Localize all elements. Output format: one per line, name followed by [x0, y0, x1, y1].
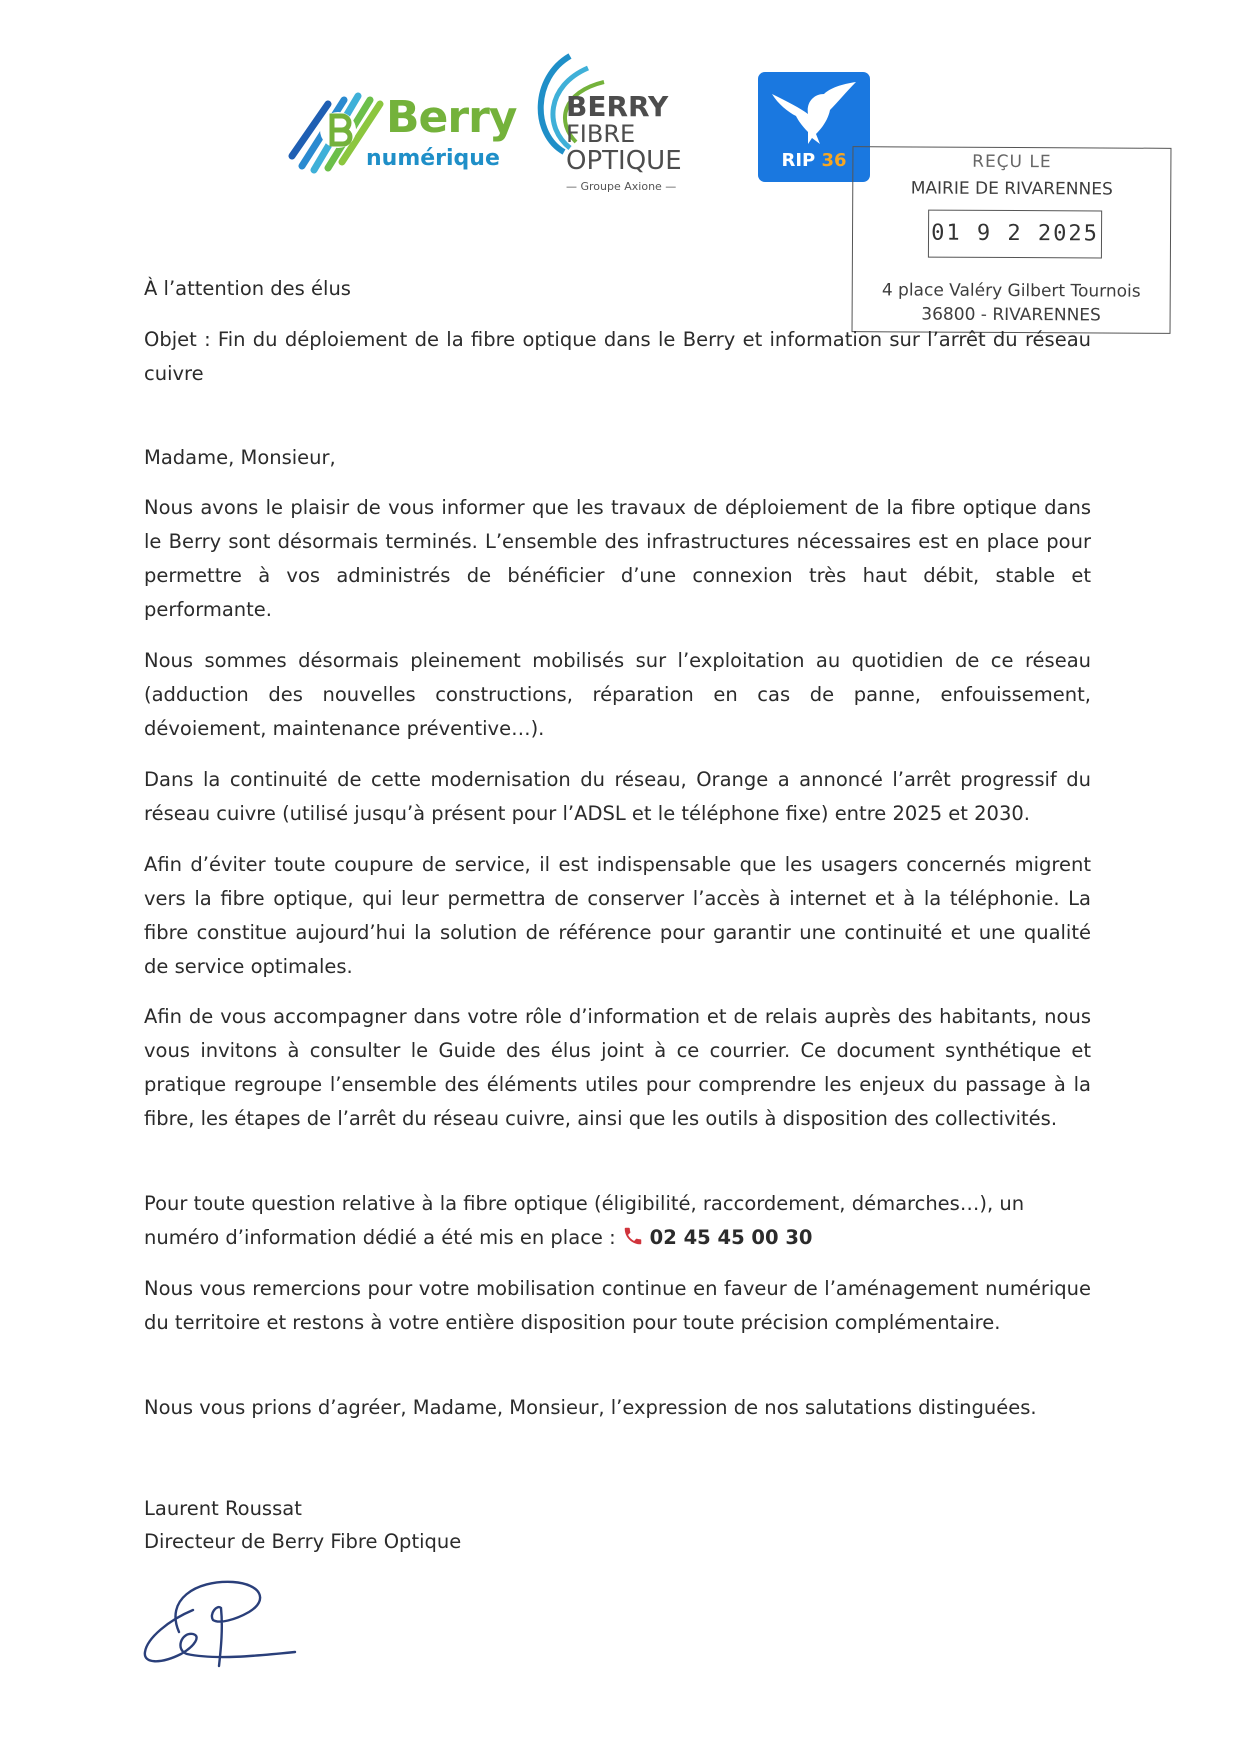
paragraph-5: Afin de vous accompagner dans votre rôle d’information et de relais auprès des habitants, nous vous invitons à consulter le Guide des élus joint à ce courrier. Ce document synthétique et pratique regroupe l’ensemble des éléments utiles pour comprendre les enjeux du passage à la fibre, les étapes de l’arrêt du réseau cuivre, ainsi que les outils à disposition des collectivités.: [144, 1005, 1091, 1130]
berry-numerique-word2: numérique: [366, 146, 500, 171]
rip36-prefix: RIP: [781, 150, 816, 171]
closing-paragraph-1: Nous vous remercions pour votre mobilisation continue en faveur de l’aménagement numérique du territoire et restons à votre entière disposition pour toute précision complémentaire.: [144, 1277, 1091, 1334]
stamp-received-label: REÇU LE: [972, 151, 1052, 173]
rip36-number: 36: [821, 150, 847, 171]
dove-icon: [758, 72, 870, 150]
signer-name: Laurent Roussat: [144, 1497, 302, 1520]
stamp-address2: 36800 - RIVARENNES: [921, 304, 1101, 326]
berry-fibre-optique-logo: [530, 52, 690, 194]
stamp-mairie: MAIRIE DE RIVARENNES: [910, 178, 1113, 200]
phone-icon: [622, 1225, 644, 1247]
paragraph-2: Nous sommes désormais pleinement mobilisés sur l’exploitation au quotidien de ce réseau (adduction des nouvelles constructions, réparation en cas de panne, enfouissement, dévoiement, maintenance préventive…).: [144, 649, 1091, 740]
paragraph-1: Nous avons le plaisir de vous informer que les travaux de déploiement de la fibre optique dans le Berry sont désormais terminés. L’ensemble des infrastructures nécessaires est en place pour permettre à vos administrés de bénéficier d’une connexion très haut débit, stable et performante.: [144, 496, 1091, 621]
berry-fibre-group: — Groupe Axione —: [566, 180, 677, 193]
stamp-address1: 4 place Valéry Gilbert Tournois: [881, 280, 1141, 302]
berry-fibre-line3: OPTIQUE: [566, 146, 682, 176]
berry-fibre-line2: FIBRE: [566, 120, 636, 148]
stamp-date: 01 9 2 2025: [928, 210, 1102, 259]
paragraph-4: Afin d’éviter toute coupure de service, il est indispensable que les usagers concernés migrent vers la fibre optique, qui leur permettra de conserver l’accès à internet et à la téléphonie. La fibre constitue aujourd’hui la solution de référence pour garantir une continuité et une qualité de service optimales.: [144, 853, 1091, 978]
handwritten-signature: [135, 1570, 305, 1675]
closing-paragraph-2: Nous vous prions d’agréer, Madame, Monsieur, l’expression de nos salutations distinguées.: [144, 1396, 1037, 1419]
contact-line-2: [144, 1221, 1091, 1255]
recipient-line: À l’attention des élus: [144, 277, 351, 300]
signer-title: Directeur de Berry Fibre Optique: [144, 1530, 462, 1553]
berry-numerique-logo: [288, 82, 517, 174]
paragraph-3: Dans la continuité de cette modernisation du réseau, Orange a annoncé l’arrêt progressif du réseau cuivre (utilisé jusqu’à présent pour l’ADSL et le téléphone fixe) entre 2025 et 2030.: [144, 768, 1091, 825]
salutation: Madame, Monsieur,: [144, 446, 336, 469]
contact-line-2-text: numéro d’information dédié a été mis en place :: [144, 1226, 616, 1249]
contact-paragraph: [144, 1187, 1091, 1255]
phone-number: 02 45 45 00 30: [649, 1226, 813, 1249]
subject-line: Objet : Fin du déploiement de la fibre optique dans le Berry et information sur l’arrêt du réseau cuivre: [144, 328, 1091, 385]
contact-line-1: Pour toute question relative à la fibre optique (éligibilité, raccordement, démarches…), un: [144, 1192, 1025, 1215]
berry-fibre-line1: BERRY: [566, 90, 669, 123]
berry-numerique-word1: Berry: [386, 92, 517, 143]
